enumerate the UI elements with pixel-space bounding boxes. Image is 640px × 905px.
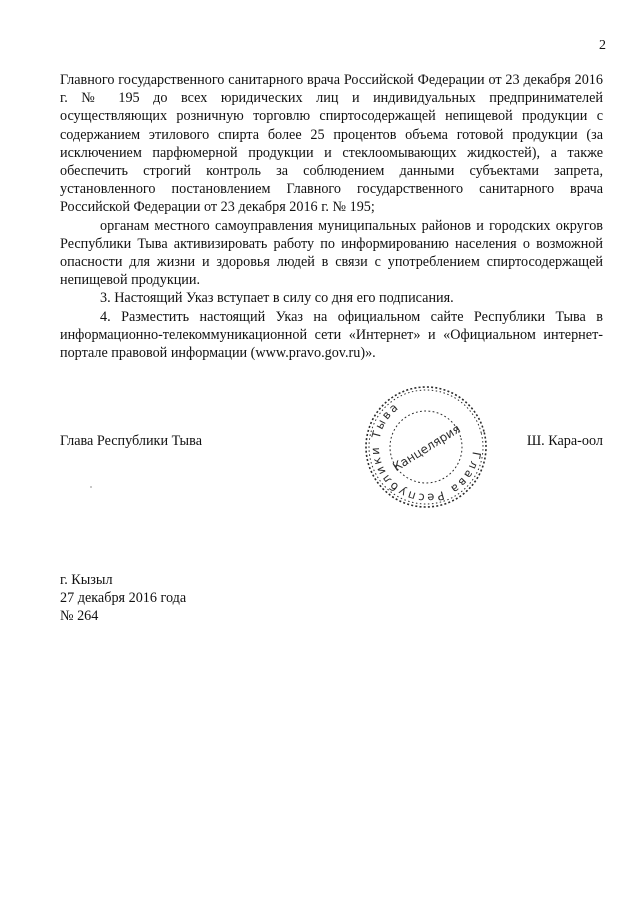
document-body [60,71,603,362]
scan-speck [90,486,92,488]
paragraph-continuation: Главного государственного санитарного врача Российской Федерации от 23 декабря 2016 г. № 195 до всех юридических лиц и индивидуальных предпринимателей осуществляющих розничную торговлю спиртосодержащей непищевой продукции с содержанием этилового спирта более 25 процентов объема готовой продукции (за исключением парфюмерной продукции и стеклоомывающих жидкостей), а также обеспечить строгий контроль за соблюдением данными субъектами запрета, установленного постановлением Главного государственного санитарного врача Российской Федерации от 23 декабря 2016 г. № 195; [60,72,603,216]
page-number: 2 [599,38,606,53]
paragraph-municipal-bodies: органам местного самоуправления муниципальных районов и городских округов Республики Тыва активизировать работу по информированию населения о возможной опасности для жизни и здоровья людей в связи с употреблением спиртосодержащей непищевой продукции. [60,217,603,289]
footer-date: 27 декабря 2016 года [60,590,187,606]
office-stamp-icon [362,383,490,511]
stamp-ring-text: Глава Республики Тыва [367,398,484,506]
document-footer [60,571,186,625]
signatory-title: Глава Республики Тывa [60,433,203,449]
paragraph-item-3: 3. Настоящий Указ вступает в силу со дня его подписания. [100,290,454,307]
footer-number: № 264 [60,608,99,624]
stamp-seal-icon [362,383,490,511]
stamp-center-text: Канцелярия [390,421,463,475]
signatory-name: Ш. Кара-оол [526,433,603,449]
paragraph-item-4: 4. Разместить настоящий Указ на официальном сайте Республики Тыва в информационно-телекоммуникационной сети «Интернет» и «Официальном интернет-портале правовой информации (www.pravo.gov.ru)». [60,308,603,362]
footer-city: г. Кызыл [60,572,113,588]
